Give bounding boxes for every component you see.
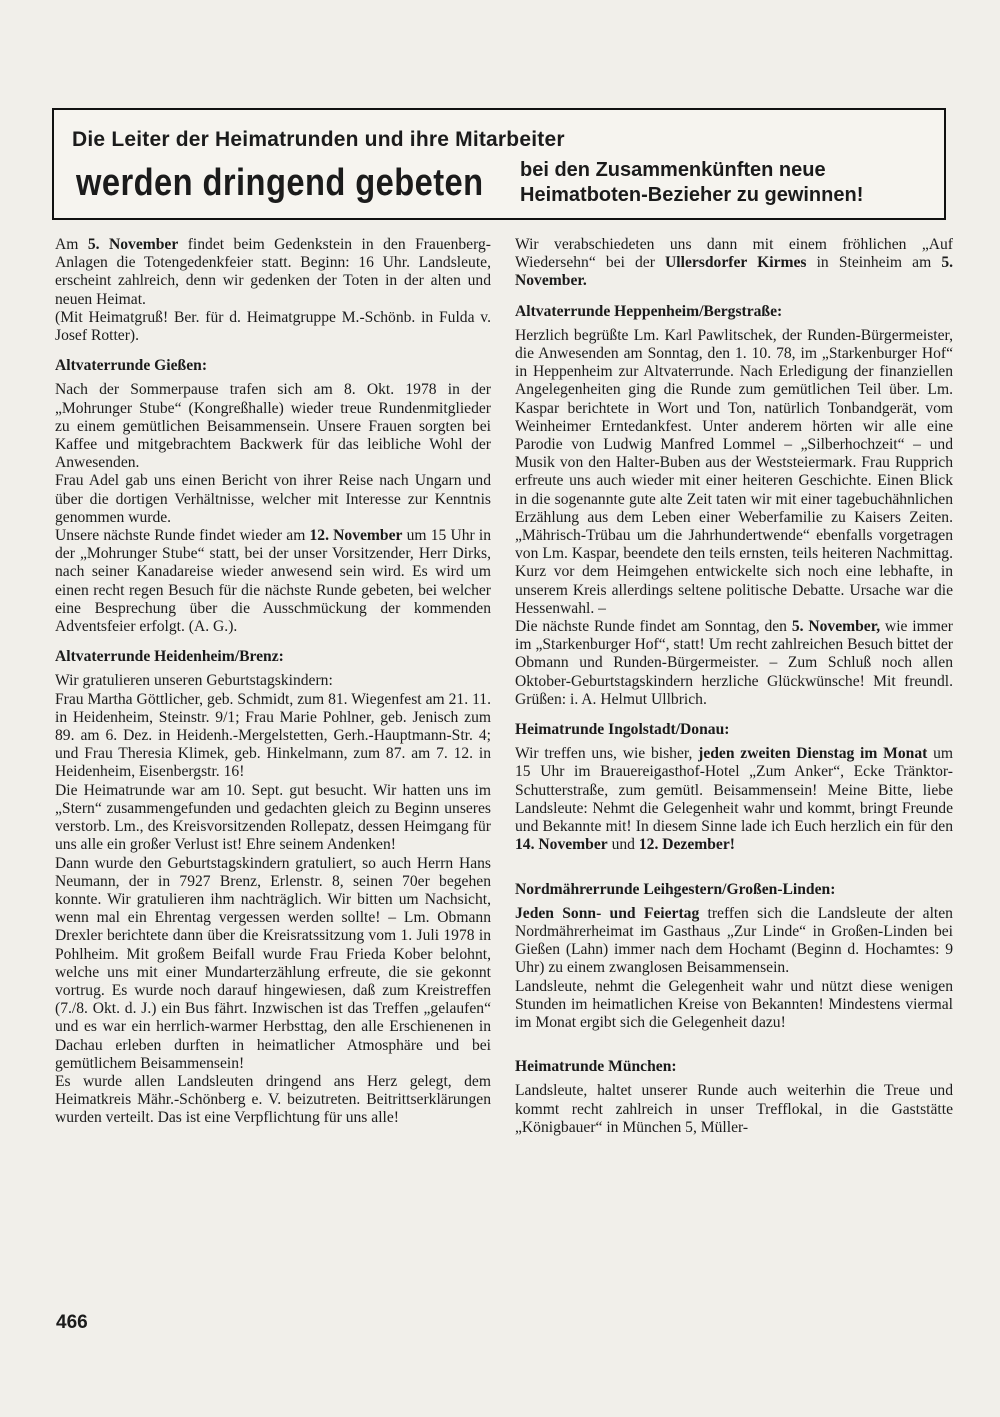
section-title-muenchen: Heimatrunde München: bbox=[515, 1058, 677, 1076]
section-title-heppenheim: Altvaterrunde Heppenheim/Bergstraße: bbox=[515, 302, 783, 320]
fulda-signature: (Mit Heimatgruß! Ber. für d. Heimatgruppe M.-Schönb. in Fulda v. Josef Rotter). bbox=[55, 308, 491, 345]
banner-headline: Die Leiter der Heimatrunden und ihre Mitarbeiter bbox=[72, 128, 565, 151]
giessen-paragraph-1: Nach der Sommerpause trafen sich am 8. Okt. 1978 in der „Mohrunger Stube“ (Kongreßhalle) wieder treue Rundenmitglieder zu einem gemütlichen Beisammensein. Unsere Frauen sorgten bei Kaffee und mitgebrachtem Backwerk für das leibliche Wohl der Anwesenden. bbox=[55, 381, 491, 472]
heidenheim-paragraph-1: Wir gratulieren unseren Geburtstagskindern: bbox=[55, 672, 333, 690]
giessen-paragraph-2: Frau Adel gab uns einen Bericht von ihrer Reise nach Ungarn und über die dortigen Verhältnisse, welcher mit Interesse zur Kenntnis genommen wurde. bbox=[55, 472, 491, 526]
section-title-ingolstadt: Heimatrunde Ingolstadt/Donau: bbox=[515, 721, 730, 739]
heidenheim-paragraph-3: Die Heimatrunde war am 10. Sept. gut besucht. Wir hatten uns im „Stern“ zusammengefunden und gedachten gleich zu Beginn unseres verstorb. Lm., des Kreisvorsitzenden Rollepatz, dessen Heimgang für uns alle ein großer Verlust ist! Ehre seinem Andenken! bbox=[55, 781, 491, 854]
heppenheim-paragraph-1: Herzlich begrüßte Lm. Karl Pawlitschek, der Runden-Bürgermeister, die Anwesenden am Sonntag, den 1. 10. 78, im „Starkenburger Hof“ in Heppenheim zur Altvaterrunde. Nach Erledigung der finanziellen Angelegenheiten ging die Runde zum gemütlichen Teil über. Lm. Kaspar berichtete in Wort und Ton, natürlich Tonbandgerät, vom Weinheimer Erntedankfest. Unter anderem hörten wir alle eine Parodie von Ludwig Manfred Lommel – „Silberhochzeit“ – und Musik von den Halter-Buben aus der Weststeiermark. Frau Rupprich erfreute uns auch wieder mit einer heiteren Geschichte. Einen Blick in die sogenannte gute alte Zeit taten wir mit einer tagebuchähnlichen Erzählung aus dem Leben einer Weberfamilie zu Kaisers Zeiten. „Mährisch-Trübau um die Jahrhundertwende“ ebenfalls vorgetragen von Lm. Kaspar, beendete den teils ernsten, teils heiteren Nachmittag. Kurz vor dem Heimgehen entwickelte sich noch eine lebhafte, in unserem Kreis allerdings seltene politische Debatte. Ursache war die Hessenwahl. – bbox=[515, 326, 953, 617]
left-column bbox=[55, 236, 491, 1128]
muenchen-paragraph: Landsleute, haltet unserer Runde auch weiterhin die Treue und kommt recht zahlreich in unser Trefflokal, in die Gaststätte „Königbauer“ in München 5, Müller- bbox=[515, 1082, 953, 1136]
fulda-paragraph: Am 5. November findet beim Gedenkstein in den Frauenberg-Anlagen die Totengedenkfeier statt. Beginn: 16 Uhr. Landsleute, erscheint zahlreich, denn wir gedenken der Toten in der alten und neuen Heimat. bbox=[55, 236, 491, 308]
page-number: 466 bbox=[56, 1312, 88, 1333]
banner-right-line2: Heimatboten-Bezieher zu gewinnen! bbox=[520, 184, 864, 206]
kirmes-paragraph: Wir verabschiedeten uns dann mit einem fröhlichen „Auf Wiedersehn“ bei der Ullersdorfer Kirmes in Steinheim am 5. November. bbox=[515, 236, 954, 290]
leihgestern-paragraph-2: Landsleute, nehmt die Gelegenheit wahr und nützt diese wenigen Stunden im heimatlichen Kreise von Bekannten! Mindestens viermal im Monat ergibt sich die Gelegenheit dazu! bbox=[515, 977, 953, 1031]
ingolstadt-paragraph: Wir treffen uns, wie bisher, jeden zweiten Dienstag im Monat um 15 Uhr im Brauereigasthof-Hotel „Zum Anker“, Ecke Tränktor-Schutterstraße, zum gemütl. Beisammensein! Meine Bitte, liebe Landsleute: Nehmt die Gelegenheit wahr und kommt, bringt Freunde und Bekannte mit! In diesem Sinne lade ich Euch herzlich ein für den 14. November und 12. Dezember! bbox=[515, 745, 953, 854]
banner-big-text: werden dringend gebeten bbox=[76, 162, 484, 204]
right-column bbox=[515, 236, 953, 1137]
banner-right-line1: bei den Zusammenkünften neue bbox=[520, 159, 826, 181]
appeal-banner bbox=[52, 108, 946, 220]
heidenheim-paragraph-2: Frau Martha Göttlicher, geb. Schmidt, zum 81. Wiegenfest am 21. 11. in Heidenheim, Steinstr. 9/1; Frau Marie Pohlner, geb. Jenisch zum 89. am 6. Dez. in Heidenh.-Mergelstetten, Gerh.-Hauptmann-Str. 4; und Frau Theresia Klimek, geb. Hinkelmann, zum 87. am 7. 12. in Heidenheim, Eisenbergstr. 16! bbox=[55, 690, 491, 781]
section-title-giessen: Altvaterrunde Gießen: bbox=[55, 357, 208, 375]
section-title-leihgestern: Nordmährerrunde Leihgestern/Großen-Linden: bbox=[515, 880, 836, 898]
heidenheim-paragraph-5: Es wurde allen Landsleuten dringend ans Herz gelegt, dem Heimatkreis Mähr.-Schönberg e. V. beizutreten. Beitrittserklärungen wurden verteilt. Das ist eine Verpflichtung für uns alle! bbox=[55, 1072, 491, 1127]
giessen-paragraph-3: Unsere nächste Runde findet wieder am 12. November um 15 Uhr in der „Mohrunger Stube“ statt, bei der unser Vorsitzender, Herr Dirks, nach seiner Kanadareise wieder anwesend sein wird. Es wird um einen recht regen Besuch für die nächste Runde gebeten, bei welcher eine Besprechung über die Ausschmückung der kommenden Adventsfeier erfolgt. (A. G.). bbox=[55, 527, 492, 636]
section-title-heidenheim: Altvaterrunde Heidenheim/Brenz: bbox=[55, 648, 284, 666]
heppenheim-paragraph-2: Die nächste Runde findet am Sonntag, den 5. November, wie immer im „Starkenburger Hof“, statt! Um recht zahlreichen Besuch bittet der Obmann und Runden-Bürgermeister. – Zum Schluß noch allen Oktober-Geburtstagskindern herzliche Glückwünsche! Mit freundl. Grüßen: i. A. Helmut Ullbrich. bbox=[515, 618, 953, 708]
banner-right-text bbox=[520, 158, 863, 208]
leihgestern-paragraph-1: Jeden Sonn- und Feiertag treffen sich die Landsleute der alten Nordmährerheimat im Gasthaus „Zur Linde“ in Großen-Linden bei Gießen (Lahn) immer nach dem Hochamt (Beginn d. Hochamtes: 9 Uhr) zu einem zwanglosen Beisammensein. bbox=[515, 904, 953, 977]
heidenheim-paragraph-4: Dann wurde den Geburtstagskindern gratuliert, so auch Herrn Hans Neumann, der in 7927 Brenz, Erlenstr. 8, seinen 70er begehen konnte. Wir gratulieren ihm nachträglich. Wir bitten um Nachsicht, wenn mal ein Ehrentag vergessen werden sollte! – Lm. Obmann Drexler berichtete dann über die Kreisratssitzung vom 1. Juli 1978 in Pohlheim. Mit großem Beifall wurde Frau Frieda Kober belohnt, welche uns mit einer Mundarterzählung erfreute, die sie gekonnt vortrug. Es wurde noch darauf hingewiesen, daß zum Kreistreffen (7./8. Okt. d. J.) ein Bus fährt. Inzwischen ist das Treffen „gelaufen“ und es war ein herrlich-warmer Herbsttag, den alle Erschienenen in Dachau erleben durften in heimatlicher Atmosphäre und bei gemütlichem Beisammensein! bbox=[55, 854, 491, 1072]
